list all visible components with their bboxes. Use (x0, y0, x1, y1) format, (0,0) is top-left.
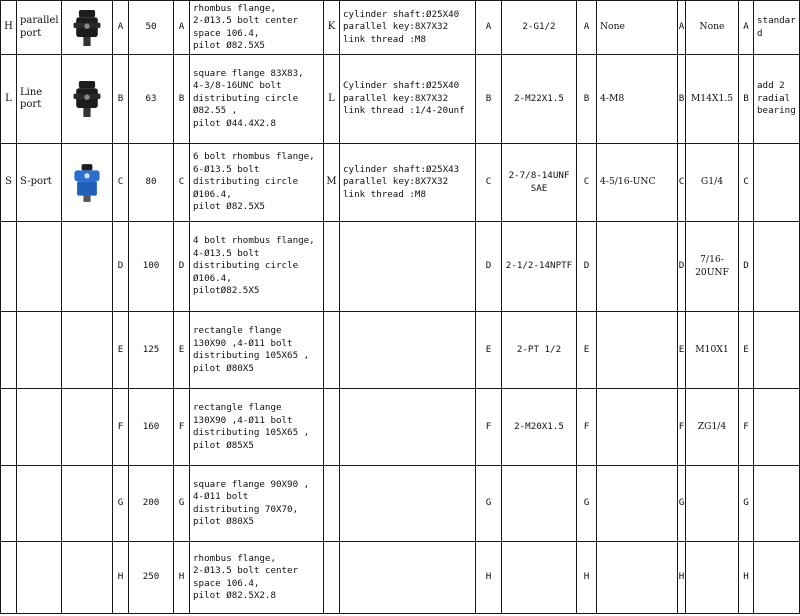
option-code-cell: G (739, 466, 754, 542)
mounting-thread-code-cell: C (577, 144, 597, 222)
mounting-thread-value-cell (597, 466, 678, 542)
port-thread-code-cell: F (476, 389, 502, 466)
shaft-code-cell (324, 542, 340, 614)
port-image-cell (62, 1, 113, 55)
port-code-cell: H (1, 1, 17, 55)
port-thread-code-cell: H (476, 542, 502, 614)
shaft-code-cell (324, 222, 340, 312)
port-image-cell (62, 55, 113, 144)
shaft-code-cell (324, 312, 340, 389)
port-code-cell: L (1, 55, 17, 144)
port-code-cell (1, 222, 17, 312)
port-thread-code-cell: G (476, 466, 502, 542)
motor-parallel-port-icon (69, 6, 105, 50)
port-image-cell (62, 312, 113, 389)
option-code-cell: C (739, 144, 754, 222)
displacement-value-cell: 50 (129, 1, 174, 55)
drain-port-code-cell: F (678, 389, 686, 466)
port-name-cell (17, 389, 62, 466)
port-code-cell (1, 466, 17, 542)
port-thread-value-cell: 2-1/2-14NPTF (502, 222, 577, 312)
mounting-thread-value-cell: 4-M8 (597, 55, 678, 144)
port-thread-code-cell: E (476, 312, 502, 389)
shaft-description-cell: cylinder shaft:Ø25X40 parallel key:8X7X32 link thread :M8 (340, 1, 476, 55)
shaft-code-cell (324, 389, 340, 466)
mounting-thread-code-cell: A (577, 1, 597, 55)
flange-description-cell: rhombus flange, 2-Ø13.5 bolt center space 106.4, pilot Ø82.5X5 (190, 1, 324, 55)
table-row (1, 542, 800, 614)
displacement-value-cell: 63 (129, 55, 174, 144)
displacement-value-cell: 125 (129, 312, 174, 389)
port-thread-code-cell: D (476, 222, 502, 312)
flange-code-cell: G (174, 466, 190, 542)
port-name-cell (17, 542, 62, 614)
shaft-description-cell (340, 312, 476, 389)
mounting-thread-value-cell: None (597, 1, 678, 55)
table-row (1, 55, 800, 144)
port-name-cell: Line port (17, 55, 62, 144)
port-thread-code-cell: C (476, 144, 502, 222)
port-image-cell (62, 222, 113, 312)
flange-code-cell: B (174, 55, 190, 144)
port-thread-value-cell: 2-M22X1.5 (502, 55, 577, 144)
shaft-description-cell (340, 389, 476, 466)
table-row (1, 312, 800, 389)
port-thread-value-cell: 2-7/8-14UNF SAE (502, 144, 577, 222)
port-image-cell (62, 542, 113, 614)
flange-description-cell: rectangle flange 130X90 ,4-Ø11 bolt distributing 105X65 , pilot Ø85X5 (190, 389, 324, 466)
drain-port-value-cell: ZG1/4 (686, 389, 739, 466)
displacement-value-cell: 80 (129, 144, 174, 222)
option-code-cell: D (739, 222, 754, 312)
option-value-cell (754, 144, 800, 222)
flange-code-cell: F (174, 389, 190, 466)
shaft-code-cell: M (324, 144, 340, 222)
displacement-code-cell: D (113, 222, 129, 312)
drain-port-code-cell: E (678, 312, 686, 389)
option-code-cell: A (739, 1, 754, 55)
displacement-value-cell: 250 (129, 542, 174, 614)
option-value-cell (754, 222, 800, 312)
flange-code-cell: E (174, 312, 190, 389)
port-image-cell (62, 144, 113, 222)
port-name-cell (17, 312, 62, 389)
option-value-cell (754, 466, 800, 542)
port-code-cell: S (1, 144, 17, 222)
drain-port-value-cell (686, 466, 739, 542)
shaft-description-cell (340, 542, 476, 614)
drain-port-code-cell: G (678, 466, 686, 542)
displacement-code-cell: H (113, 542, 129, 614)
mounting-thread-value-cell (597, 542, 678, 614)
drain-port-code-cell: A (678, 1, 686, 55)
table-row (1, 466, 800, 542)
flange-description-cell: square flange 90X90 , 4-Ø11 bolt distributing 70X70, pilot Ø80X5 (190, 466, 324, 542)
table-row (1, 1, 800, 55)
displacement-value-cell: 160 (129, 389, 174, 466)
displacement-value-cell: 200 (129, 466, 174, 542)
mounting-thread-code-cell: G (577, 466, 597, 542)
mounting-thread-code-cell: E (577, 312, 597, 389)
option-code-cell: H (739, 542, 754, 614)
displacement-code-cell: E (113, 312, 129, 389)
table-row (1, 389, 800, 466)
drain-port-value-cell: M10X1 (686, 312, 739, 389)
mounting-thread-value-cell: 4-5/16-UNC (597, 144, 678, 222)
port-thread-value-cell: 2-PT 1/2 (502, 312, 577, 389)
option-code-cell: B (739, 55, 754, 144)
mounting-thread-code-cell: H (577, 542, 597, 614)
port-thread-code-cell: A (476, 1, 502, 55)
mounting-thread-code-cell: D (577, 222, 597, 312)
flange-description-cell: 4 bolt rhombus flange, 4-Ø13.5 bolt distributing circle Ø106.4, pilotØ82.5X5 (190, 222, 324, 312)
port-name-cell (17, 222, 62, 312)
option-code-cell: E (739, 312, 754, 389)
displacement-value-cell: 100 (129, 222, 174, 312)
displacement-code-cell: C (113, 144, 129, 222)
drain-port-code-cell: C (678, 144, 686, 222)
shaft-code-cell (324, 466, 340, 542)
port-name-cell: S-port (17, 144, 62, 222)
flange-code-cell: H (174, 542, 190, 614)
shaft-code-cell: K (324, 1, 340, 55)
mounting-thread-value-cell (597, 389, 678, 466)
shaft-description-cell (340, 466, 476, 542)
port-code-cell (1, 389, 17, 466)
drain-port-code-cell: B (678, 55, 686, 144)
displacement-code-cell: B (113, 55, 129, 144)
flange-description-cell: rectangle flange 130X90 ,4-Ø11 bolt distributing 105X65 , pilot Ø80X5 (190, 312, 324, 389)
drain-port-value-cell: 7/16- 20UNF (686, 222, 739, 312)
shaft-description-cell: cylinder shaft:Ø25X43 parallel key:8X7X32 link thread :M8 (340, 144, 476, 222)
port-thread-value-cell (502, 466, 577, 542)
motor-line-port-icon (69, 77, 105, 121)
flange-code-cell: C (174, 144, 190, 222)
displacement-code-cell: F (113, 389, 129, 466)
drain-port-value-cell: G1/4 (686, 144, 739, 222)
drain-port-value-cell (686, 542, 739, 614)
mounting-thread-value-cell (597, 222, 678, 312)
port-thread-code-cell: B (476, 55, 502, 144)
drain-port-value-cell: M14X1.5 (686, 55, 739, 144)
displacement-code-cell: G (113, 466, 129, 542)
mounting-thread-code-cell: F (577, 389, 597, 466)
table-row (1, 144, 800, 222)
option-value-cell: add 2 radial bearing (754, 55, 800, 144)
flange-code-cell: D (174, 222, 190, 312)
port-code-cell (1, 312, 17, 389)
table-row (1, 222, 800, 312)
port-thread-value-cell (502, 542, 577, 614)
shaft-description-cell: Cylinder shaft:Ø25X40 parallel key:8X7X32 link thread :1/4-20unf (340, 55, 476, 144)
flange-code-cell: A (174, 1, 190, 55)
option-code-cell: F (739, 389, 754, 466)
drain-port-code-cell: H (678, 542, 686, 614)
mounting-thread-code-cell: B (577, 55, 597, 144)
port-name-cell (17, 466, 62, 542)
option-value-cell (754, 312, 800, 389)
drain-port-value-cell: None (686, 1, 739, 55)
motor-s-port-icon (69, 161, 105, 205)
mounting-thread-value-cell (597, 312, 678, 389)
option-value-cell: standar d (754, 1, 800, 55)
drain-port-code-cell: D (678, 222, 686, 312)
flange-description-cell: square flange 83X83, 4-3/8-16UNC bolt distributing circle Ø82.55 , pilot Ø44.4X2.8 (190, 55, 324, 144)
option-value-cell (754, 542, 800, 614)
flange-description-cell: rhombus flange, 2-Ø13.5 bolt center space 106.4, pilot Ø82.5X2.8 (190, 542, 324, 614)
shaft-code-cell: L (324, 55, 340, 144)
port-image-cell (62, 466, 113, 542)
option-value-cell (754, 389, 800, 466)
port-name-cell: parallel port (17, 1, 62, 55)
displacement-code-cell: A (113, 1, 129, 55)
shaft-description-cell (340, 222, 476, 312)
port-thread-value-cell: 2-M20X1.5 (502, 389, 577, 466)
flange-description-cell: 6 bolt rhombus flange, 6-Ø13.5 bolt distributing circle Ø106.4, pilot Ø82.5X5 (190, 144, 324, 222)
port-image-cell (62, 389, 113, 466)
port-thread-value-cell: 2-G1/2 (502, 1, 577, 55)
port-code-cell (1, 542, 17, 614)
